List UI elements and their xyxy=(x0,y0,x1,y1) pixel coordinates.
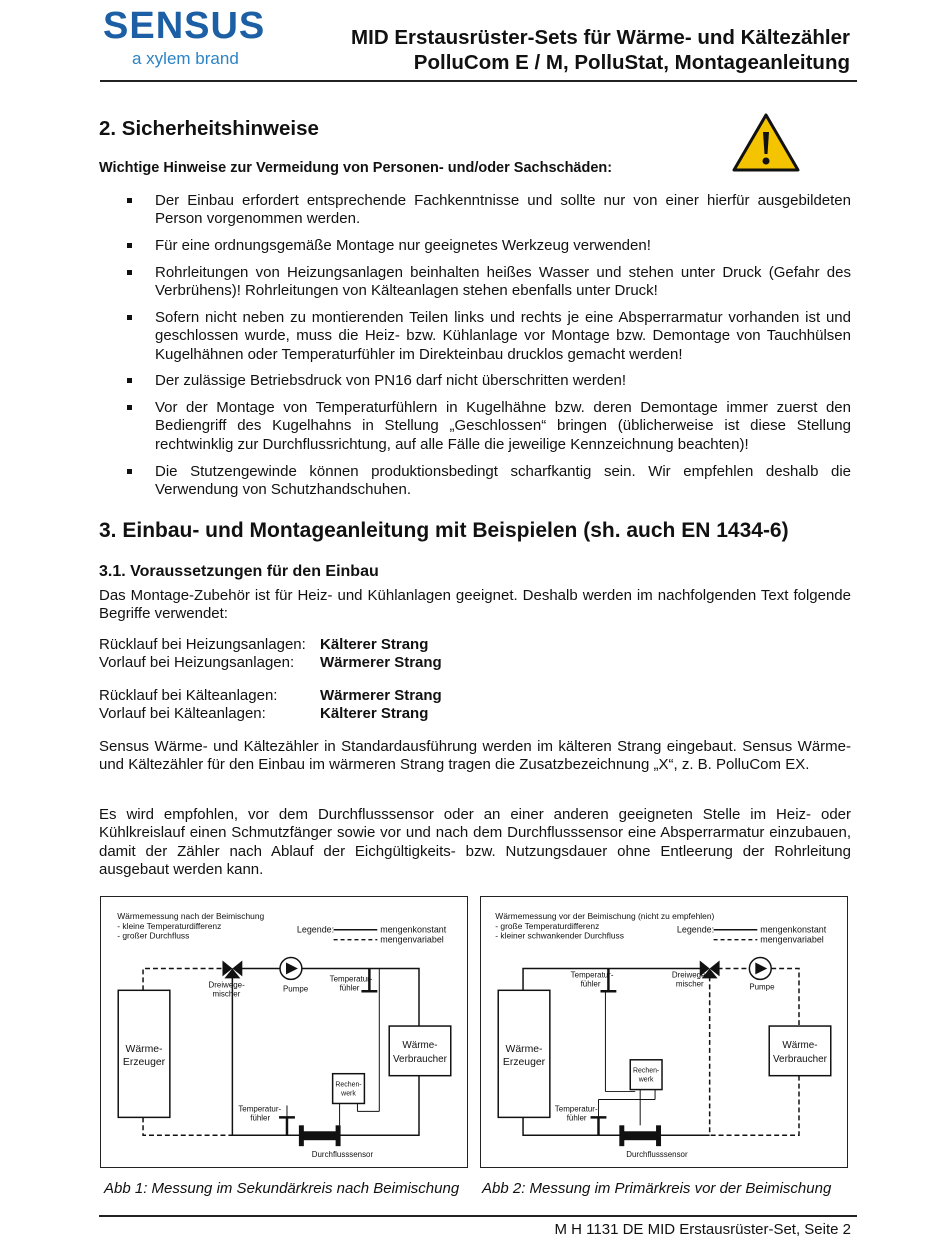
footer-divider xyxy=(99,1215,857,1217)
svg-text:Pumpe: Pumpe xyxy=(749,982,775,992)
svg-text:mischer: mischer xyxy=(212,989,241,999)
svg-text:Rechen-: Rechen- xyxy=(633,1067,660,1075)
svg-text:- kleiner schwankender Durchfl: - kleiner schwankender Durchfluss xyxy=(495,930,624,941)
svg-text:mengenkonstant: mengenkonstant xyxy=(760,924,827,935)
list-item: Für eine ordnungsgemäße Montage nur geeignetes Werkzeug verwenden! xyxy=(99,237,851,255)
svg-text:Temperatur-: Temperatur- xyxy=(238,1104,282,1114)
table-row: Rücklauf bei Heizungsanlagen: Kälterer Strang xyxy=(99,636,429,653)
document-title xyxy=(351,25,850,75)
table-row: Vorlauf bei Kälteanlagen: Kälterer Strang xyxy=(99,705,429,723)
cooling-terms-table xyxy=(99,687,442,724)
svg-text:mischer: mischer xyxy=(675,979,704,989)
list-item: Der Einbau erfordert entsprechende Fachkenntnisse und sollte nur von einer hierfür ausgebildeten Person vorgenommen werden. xyxy=(99,192,851,229)
figure-1-diagram xyxy=(100,896,468,1168)
figure-2-caption: Abb 2: Messung im Primärkreis vor der Beimischung xyxy=(482,1180,832,1197)
svg-text:Legende:: Legende: xyxy=(676,924,715,935)
svg-text:Verbraucher: Verbraucher xyxy=(393,1053,447,1065)
svg-text:- großer Durchfluss: - großer Durchfluss xyxy=(117,930,190,941)
figure-1-caption: Abb 1: Messung im Sekundärkreis nach Beimischung xyxy=(104,1180,460,1197)
list-item: Sofern nicht neben zu montierenden Teilen links und rechts je eine Absperrarmatur vorhanden ist und geschlossen wurde, muss die Heiz- bzw. Kühlanlage vor Montage bzw. Demontage von Tauchhülsen Kugelhähnen oder Temperaturfühler im Direkteinbau drucklos gemacht werden! xyxy=(99,309,851,364)
svg-text:mengenvariabel: mengenvariabel xyxy=(380,934,444,945)
svg-text:werk: werk xyxy=(638,1076,654,1084)
svg-text:Erzeuger: Erzeuger xyxy=(502,1056,546,1068)
logo: SENSUS xyxy=(103,5,266,47)
document-title-line1: MID Erstausrüster-Sets für Wärme- und Kältezähler xyxy=(351,26,850,49)
svg-text:Temperatur-: Temperatur- xyxy=(570,970,614,980)
svg-text:Durchflusssensor: Durchflusssensor xyxy=(311,1150,374,1160)
flow-sensor-icon xyxy=(619,1125,661,1146)
svg-text:fühler: fühler xyxy=(339,983,360,993)
svg-text:werk: werk xyxy=(341,1090,356,1098)
safety-list xyxy=(99,192,851,508)
warning-triangle-icon xyxy=(731,112,801,174)
svg-text:fühler: fühler xyxy=(566,1113,587,1123)
svg-text:Rechen-: Rechen- xyxy=(335,1081,362,1089)
svg-text:Wärmemessung vor der Beimischu: Wärmemessung vor der Beimischung (nicht zu empfehlen) xyxy=(495,910,715,921)
svg-text:Wärme-: Wärme- xyxy=(505,1043,543,1055)
svg-text:Verbraucher: Verbraucher xyxy=(773,1053,827,1065)
document-title-line2: PolluCom E / M, PolluStat, Montageanleitung xyxy=(413,51,850,74)
list-item: Vor der Montage von Temperaturfühlern in Kugelhähne bzw. deren Demontage immer zuerst den Bediengriff des Kugelhahns in Stellung „Geschlossen“ bringen (üblicherweise ist diese Stellung rechtwinklig zur Durchflussrichtung, auf alle Fälle die jeweilige Kennzeichnung beachten)! xyxy=(99,399,851,454)
page-footer: M H 1131 DE MID Erstausrüster-Set, Seite 2 xyxy=(554,1221,851,1238)
svg-text:Pumpe: Pumpe xyxy=(283,984,309,994)
table-row: Vorlauf bei Heizungsanlagen: Wärmerer Strang xyxy=(99,654,442,672)
paragraph-installation: Sensus Wärme- und Kältezähler in Standardausführung werden im kälteren Strang eingebaut. Sensus Wärme- und Kältezähler für den Einbau im wärmeren Strang tragen die Zusatzbezeichnung „X“, z. B. PolluCom EX. xyxy=(99,738,851,774)
logo-subtitle: a xylem brand xyxy=(132,49,239,68)
table-row: Rücklauf bei Kälteanlagen: Wärmerer Strang xyxy=(99,687,442,704)
bullet-square-icon xyxy=(127,405,132,410)
svg-text:mengenkonstant: mengenkonstant xyxy=(380,924,447,935)
bullet-square-icon xyxy=(127,378,132,383)
flow-sensor-icon xyxy=(299,1125,341,1146)
bullet-square-icon xyxy=(127,315,132,320)
svg-text:Wärme-: Wärme- xyxy=(125,1043,163,1055)
paragraph-recommendation: Es wird empfohlen, vor dem Durchflusssensor oder an einer anderen geeigneten Stelle im Heiz- oder Kühlkreislauf einen Schmutzfänger sowie vor und nach dem Durchflusssensor eine Absperrarmatur einzubauen, damit der Zähler nach Ablauf der Eichgültigkeits- bzw. Nutzungsdauer ohne Entleerung der Rohrleitung ausgebaut werden kann. xyxy=(99,806,851,878)
svg-text:Temperatur-: Temperatur- xyxy=(554,1104,598,1114)
svg-text:Wärmemessung nach der Beimisch: Wärmemessung nach der Beimischung xyxy=(117,910,265,921)
section-2-heading: 2. Sicherheitshinweise xyxy=(99,117,319,140)
list-item: Der zulässige Betriebsdruck von PN16 darf nicht überschritten werden! xyxy=(99,372,851,390)
header-divider xyxy=(100,80,857,82)
svg-text:Wärme-: Wärme- xyxy=(402,1039,438,1051)
intro-paragraph: Das Montage-Zubehör ist für Heiz- und Kühlanlagen geeignet. Deshalb werden im nachfolgenden Text folgende Begriffe verwendet: xyxy=(99,587,851,623)
section-3-heading: 3. Einbau- und Montageanleitung mit Beispielen (sh. auch EN 1434-6) xyxy=(99,519,789,542)
list-item: Die Stutzengewinde können produktionsbedingt scharfkantig sein. Wir empfehlen deshalb die Verwendung von Schutzhandschuhen. xyxy=(99,463,851,500)
figure-2-diagram xyxy=(480,896,848,1168)
svg-text:mengenvariabel: mengenvariabel xyxy=(760,934,824,945)
bullet-square-icon xyxy=(127,243,132,248)
pump-icon xyxy=(280,958,302,980)
svg-text:- kleine Temperaturdifferenz: - kleine Temperaturdifferenz xyxy=(117,920,222,931)
heating-terms-table xyxy=(99,636,442,673)
svg-text:Temperatur-: Temperatur- xyxy=(329,974,373,984)
svg-text:Wärme-: Wärme- xyxy=(782,1039,818,1051)
svg-text:fühler: fühler xyxy=(580,979,601,989)
svg-text:Dreiwege-: Dreiwege- xyxy=(208,980,245,990)
svg-text:- große Temperaturdifferenz: - große Temperaturdifferenz xyxy=(495,920,600,931)
svg-text:Dreiwege-: Dreiwege- xyxy=(671,970,709,980)
bullet-square-icon xyxy=(127,469,132,474)
svg-text:Erzeuger: Erzeuger xyxy=(122,1056,166,1068)
section-2-subheading: Wichtige Hinweise zur Vermeidung von Personen- und/oder Sachschäden: xyxy=(99,160,613,176)
list-item: Rohrleitungen von Heizungsanlagen beinhalten heißes Wasser und stehen unter Druck (Gefahr des Verbrühens)! Rohrleitungen von Kälteanlagen stehen ebenfalls unter Druck! xyxy=(99,264,851,301)
svg-text:Durchflusssensor: Durchflusssensor xyxy=(626,1150,688,1160)
three-way-mixer-icon xyxy=(222,961,242,979)
svg-text:fühler: fühler xyxy=(250,1113,271,1123)
section-3-1-heading: 3.1. Voraussetzungen für den Einbau xyxy=(99,563,379,580)
pump-icon xyxy=(749,958,771,980)
bullet-square-icon xyxy=(127,198,132,203)
svg-text:Legende:: Legende: xyxy=(296,924,335,935)
bullet-square-icon xyxy=(127,270,132,275)
